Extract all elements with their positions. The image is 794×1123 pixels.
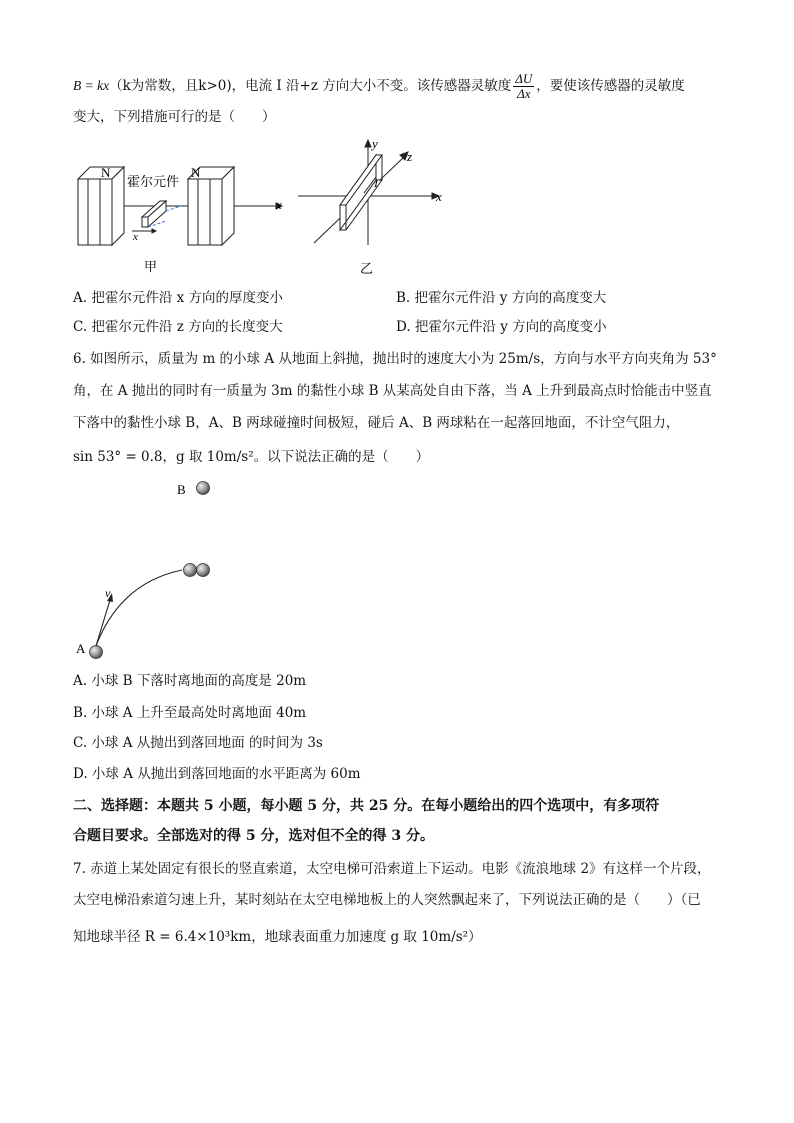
caption-yi: 乙 [360, 261, 374, 276]
trajectory [96, 570, 182, 646]
q6-option-c[interactable]: C. 小球 A 从抛出到落回地面 的时间为 3s [73, 735, 323, 751]
q6-option-d[interactable]: D. 小球 A 从抛出到落回地面的水平距离为 60m [73, 766, 361, 782]
figure-jia [70, 145, 290, 280]
q5-intro-text: （k为常数，且k>0)，电流 I 沿+z 方向大小不变。该传感器灵敏度 [109, 78, 512, 94]
ball-b [197, 482, 210, 495]
axis-z-label: z [407, 149, 413, 164]
left-magnet [78, 179, 112, 245]
q5-option-b[interactable]: B. 把霍尔元件沿 y 方向的高度变大 [396, 290, 607, 306]
q6-option-a[interactable]: A. 小球 B 下落时离地面的高度是 20m [73, 673, 307, 689]
axis-x-label: x [276, 197, 282, 212]
axis-x2-label: x [436, 189, 442, 204]
ball-b-merge [184, 564, 197, 577]
axis-y-label: y [372, 136, 378, 151]
section-2-line-1: 二、选择题：本题共 5 小题，每小题 5 分，共 25 分。在每小题给出的四个选项中，有多项符 [73, 798, 660, 814]
figure-q6 [70, 475, 230, 665]
q5-option-d[interactable]: D. 把霍尔元件沿 y 方向的高度变小 [396, 319, 607, 335]
q6-line-1: 6. 如图所示，质量为 m 的小球 A 从地面上斜抛，抛出时的速度大小为 25m/s，方向与水平方向夹角为 53° [73, 351, 717, 367]
label-v: v [105, 586, 111, 600]
figure-yi [296, 135, 456, 280]
q6-option-b[interactable]: B. 小球 A 上升至最高处时离地面 40m [73, 705, 307, 721]
q7-line-3: 知地球半径 R = 6.4×10³km，地球表面重力加速度 g 取 10m/s²） [73, 929, 482, 945]
small-x-label: x [133, 231, 138, 243]
label-b: B [177, 482, 186, 497]
q6-line-3: 下落中的黏性小球 B，A、B 两球碰撞时间极短，碰后 A、B 两球粘在一起落回地面，不计空气阻力， [73, 415, 680, 431]
q6-line-2: 角，在 A 抛出的同时有一质量为 3m 的黏性小球 B 从某高处自由下落，当 A 上升到最高点时恰能击中竖直 [73, 383, 712, 399]
q7-line-1: 7. 赤道上某处固定有很长的竖直索道，太空电梯可沿索道上下运动。电影《流浪地球 2》有这样一个片段， [73, 861, 711, 877]
ball-a [90, 646, 103, 659]
q5-question-line: 变大，下列措施可行的是（ ） [73, 109, 276, 125]
q7-line-2: 太空电梯沿索道匀速上升，某时刻站在太空电梯地板上的人突然飘起来了，下列说法正确的是（ ）（已 [73, 892, 701, 908]
sensitivity-denominator: Δx [517, 86, 531, 101]
magnet-left-label: N [101, 165, 111, 180]
sensitivity-numerator: ΔU [515, 71, 533, 86]
q5-option-c[interactable]: C. 把霍尔元件沿 z 方向的长度变大 [73, 319, 283, 335]
current-label: I [374, 176, 378, 190]
caption-jia: 甲 [144, 259, 158, 274]
velocity-vector [96, 600, 110, 646]
q6-line-4: sin 53° = 0.8，g 取 10m/s²。以下说法正确的是（ ） [73, 449, 430, 465]
q5-intro-line [73, 72, 685, 101]
magnet-right-label: N [191, 165, 201, 180]
label-a: A [76, 641, 86, 656]
right-magnet [188, 179, 222, 245]
q5-intro-tail: ，要使该传感器的灵敏度 [536, 78, 685, 94]
hall-element-label: 霍尔元件 [127, 174, 180, 189]
section-2-line-2: 合题目要求。全部选对的得 5 分，选对但不全的得 3 分。 [73, 828, 434, 844]
q5-formula: B = kx [73, 78, 110, 93]
sensitivity-fraction [513, 72, 534, 101]
q5-option-a[interactable]: A. 把霍尔元件沿 x 方向的厚度变小 [73, 290, 284, 306]
ball-a-top [197, 564, 210, 577]
